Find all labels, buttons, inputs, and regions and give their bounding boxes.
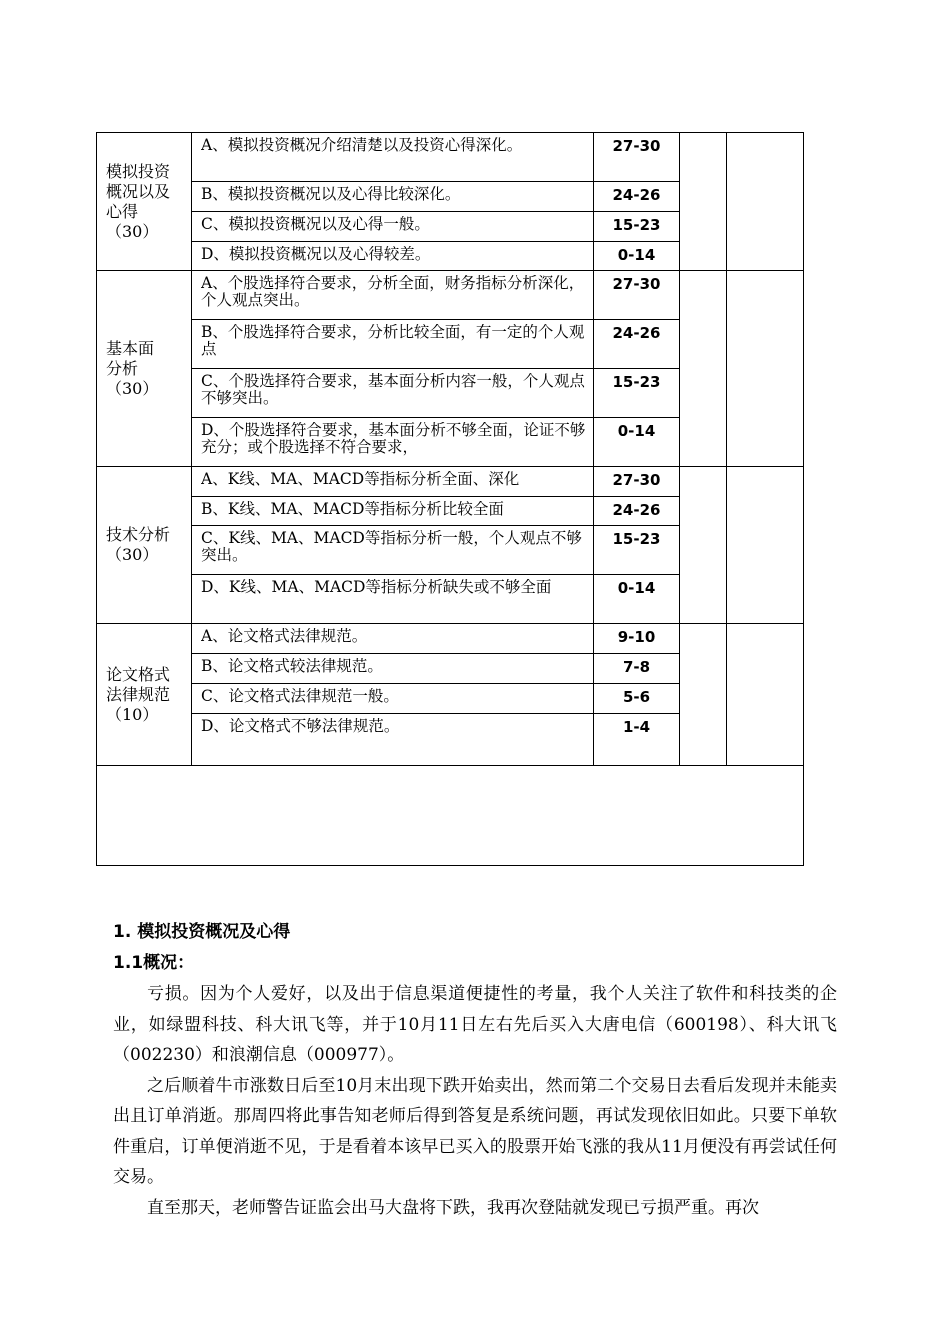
paragraph: 之后顺着牛市涨数日后至10月末出现下跌开始卖出，然而第二个交易日去看后发现并未能卖出且订单消逝。那周四将此事告知老师后得到答复是系统问题，再试发现依旧如此。只要下单软件重启，订单便消逝不见，于是看着本该早已买入的股票开始飞涨的我从11月便没有再尝试任何交易。	[113, 1075, 837, 1187]
criterion-cell: C、模拟投资概况以及心得一般。	[192, 212, 594, 242]
criterion-cell: C、个股选择符合要求，基本面分析内容一般，个人观点不够突出。	[192, 369, 594, 418]
remark-cell[interactable]	[727, 271, 804, 467]
score-range: 15-23	[594, 212, 680, 242]
remark-cell[interactable]	[727, 133, 804, 271]
rubric-row	[97, 467, 804, 497]
score-range: 27-30	[594, 271, 680, 320]
paragraph: 直至那天，老师警告证监会出马大盘将下跌，我再次登陆就发现已亏损严重。再次	[147, 1197, 759, 1218]
rubric-row	[97, 624, 804, 654]
paragraph: 亏损。因为个人爱好，以及出于信息渠道便捷性的考量，我个人关注了软件和科技类的企业，如绿盟科技、科大讯飞等，并于10月11日左右先后买入大唐电信（600198）、科大讯飞（002230）和浪潮信息（000977）。	[113, 984, 837, 1065]
remark-cell[interactable]	[727, 467, 804, 624]
rubric-row	[97, 271, 804, 320]
criterion-cell: A、个股选择符合要求，分析全面，财务指标分析深化，个人观点突出。	[192, 271, 594, 320]
score-range: 24-26	[594, 182, 680, 212]
score-range: 9-10	[594, 624, 680, 654]
criterion-cell: A、模拟投资概况介绍清楚以及投资心得深化。	[192, 133, 594, 182]
criterion-cell: B、K线、MA、MACD等指标分析比较全面	[192, 497, 594, 526]
subsection-heading: 1.1概况：	[113, 953, 195, 973]
criterion-cell: D、个股选择符合要求，基本面分析不够全面，论证不够充分；或个股选择不符合要求，	[192, 418, 594, 467]
score-range: 15-23	[594, 526, 680, 575]
category-cell: 基本面 分析 （30）	[97, 271, 192, 467]
criterion-cell: A、论文格式法律规范。	[192, 624, 594, 654]
criterion-cell: B、个股选择符合要求，分析比较全面，有一定的个人观点	[192, 320, 594, 369]
section-heading: 1. 模拟投资概况及心得	[113, 922, 291, 942]
score-range: 5-6	[594, 684, 680, 714]
score-range: 0-14	[594, 575, 680, 624]
criterion-cell: D、模拟投资概况以及心得较差。	[192, 242, 594, 271]
criterion-cell: A、K线、MA、MACD等指标分析全面、深化	[192, 467, 594, 497]
score-range: 27-30	[594, 467, 680, 497]
score-range: 7-8	[594, 654, 680, 684]
category-cell: 技术分析 （30）	[97, 467, 192, 624]
criterion-cell: B、模拟投资概况以及心得比较深化。	[192, 182, 594, 212]
score-range: 0-14	[594, 242, 680, 271]
rubric-row	[97, 133, 804, 182]
score-input-cell[interactable]	[680, 624, 727, 766]
rubric-row	[97, 766, 804, 866]
category-cell: 模拟投资 概况以及 心得 （30）	[97, 133, 192, 271]
score-range: 27-30	[594, 133, 680, 182]
score-range: 24-26	[594, 320, 680, 369]
category-cell: 论文格式 法律规范 （10）	[97, 624, 192, 766]
criterion-cell: C、K线、MA、MACD等指标分析一般，个人观点不够突出。	[192, 526, 594, 575]
body-text	[113, 979, 837, 1223]
score-input-cell[interactable]	[680, 271, 727, 467]
score-range: 1-4	[594, 714, 680, 766]
score-range: 0-14	[594, 418, 680, 467]
score-input-cell[interactable]	[680, 133, 727, 271]
comments-cell[interactable]	[97, 766, 804, 866]
remark-cell[interactable]	[727, 624, 804, 766]
criterion-cell: D、K线、MA、MACD等指标分析缺失或不够全面	[192, 575, 594, 624]
score-input-cell[interactable]	[680, 467, 727, 624]
score-range: 24-26	[594, 497, 680, 526]
criterion-cell: C、论文格式法律规范一般。	[192, 684, 594, 714]
criterion-cell: B、论文格式较法律规范。	[192, 654, 594, 684]
grading-rubric-table	[96, 132, 804, 866]
criterion-cell: D、论文格式不够法律规范。	[192, 714, 594, 766]
score-range: 15-23	[594, 369, 680, 418]
